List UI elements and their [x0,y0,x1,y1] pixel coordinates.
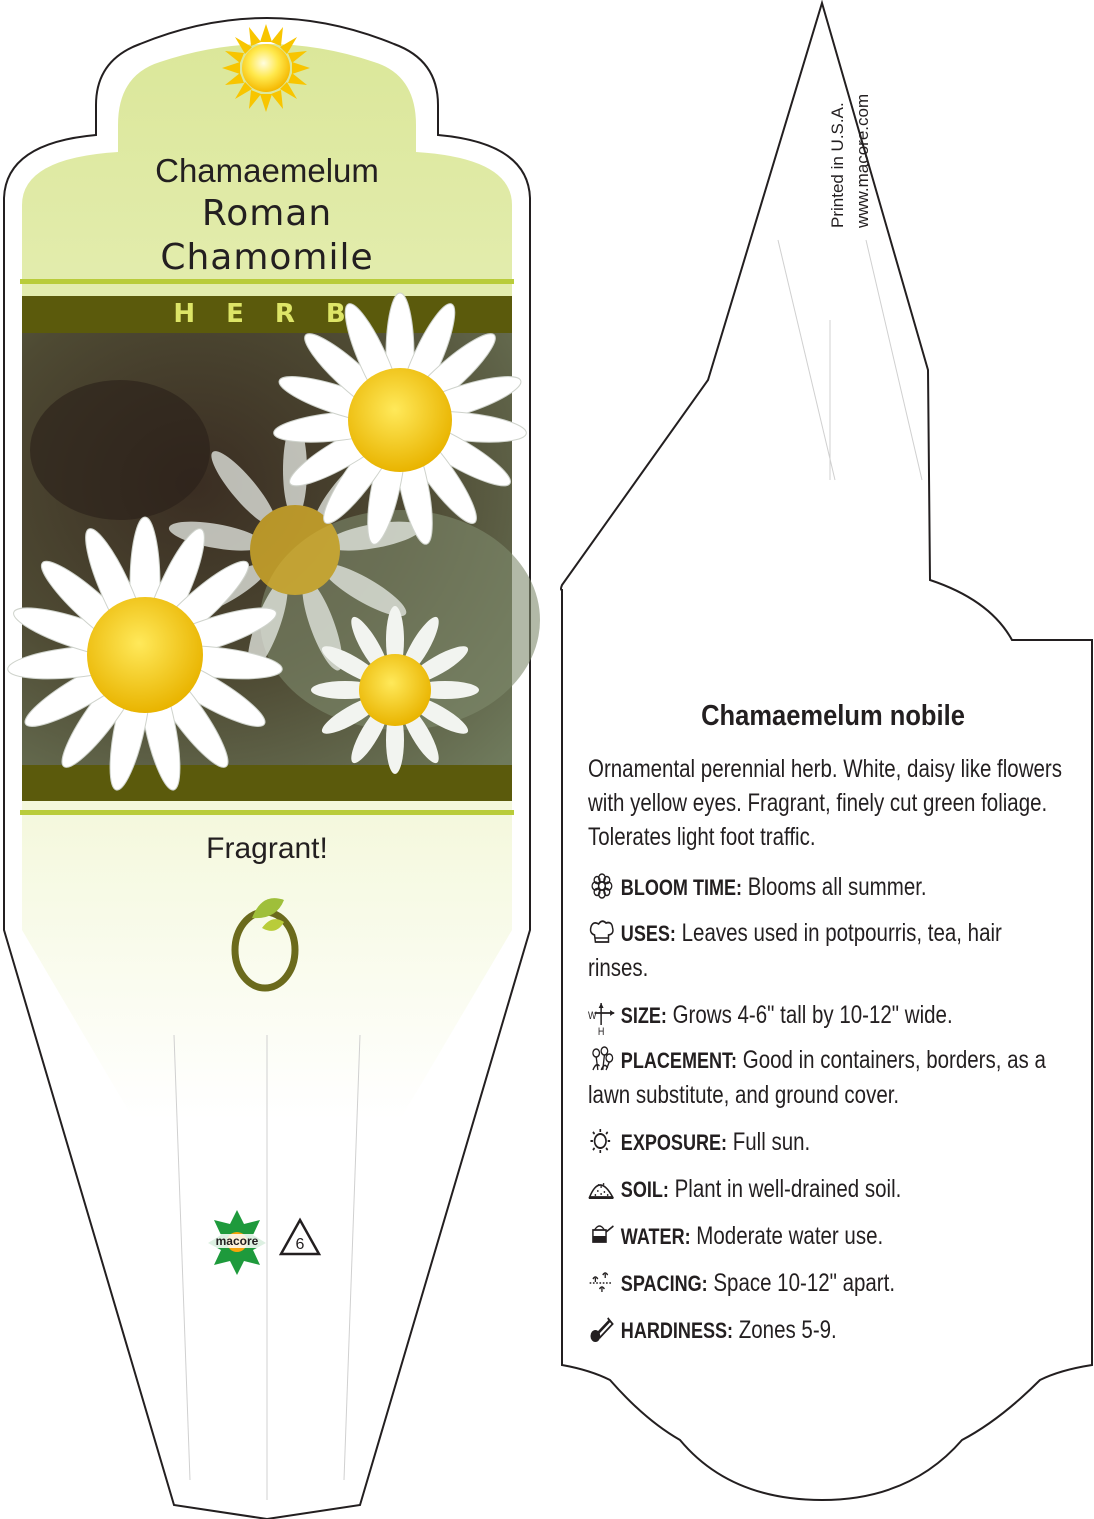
flower-icon [588,873,616,899]
sun-outline-icon [588,1128,616,1154]
water-value: Moderate water use. [690,1222,884,1250]
attribute-hardiness [588,1313,1064,1348]
sun-icon [222,24,310,112]
genus-name: Chamaemelum [155,152,379,189]
attribute-water [588,1219,1064,1254]
chamomile-photo [6,293,540,793]
plant-description: Ornamental perennial herb. White, daisy like flowers with yellow eyes. Fragrant, finely cut green foliage. Tolerates light foot traffic. [588,755,1062,851]
hardiness-value: Zones 5-9. [733,1316,837,1344]
attribute-uses [588,916,1064,986]
soil-label: SOIL: [620,1177,669,1202]
recycle-code: 6 [295,1236,305,1253]
attribute-spacing [588,1266,1064,1301]
exposure-value: Full sun. [727,1128,811,1156]
seedlings-icon [588,1269,616,1295]
category-label: HERB [173,299,377,329]
attribute-size [588,998,1064,1038]
website-label: www.macore.com [853,93,872,228]
thermometer-icon [588,1316,616,1342]
size-icon-h: H [597,1026,605,1038]
scientific-name: Chamaemelum nobile [701,700,965,732]
attribute-placement [588,1043,1064,1113]
common-name-line-2: Chamomile [160,237,374,278]
size-label: SIZE: [620,1003,667,1028]
soil-mound-icon [588,1175,616,1201]
hardiness-label: HARDINESS: [620,1318,734,1343]
size-icon-w: W [588,1010,597,1022]
macore-logo-text: macore [208,1234,266,1248]
uses-label: USES: [620,921,676,946]
spacing-value: Space 10-12" apart. [707,1269,896,1297]
attribute-bloom-time [588,870,1064,905]
placement-value: Good in containers, borders, as a lawn substitute, and ground cover. [588,1046,1046,1109]
macore-logo-label-wrap [208,1210,266,1275]
exposure-label: EXPOSURE: [620,1130,728,1155]
bloom-time-value: Blooms all summer. [742,873,927,901]
attribute-soil [588,1172,1064,1207]
watering-can-icon [588,1222,616,1248]
printed-in-label: Printed in U.S.A. [828,102,847,228]
water-label: WATER: [620,1224,691,1249]
size-arrows-icon [588,1001,616,1038]
chef-hat-icon [588,919,616,945]
spacing-label: SPACING: [620,1271,708,1296]
uses-value: Leaves used in potpourris, tea, hair rinses. [588,919,1002,982]
placement-label: PLACEMENT: [620,1048,738,1073]
size-value: Grows 4-6" tall by 10-12" wide. [666,1001,953,1029]
plants-icon [588,1046,616,1072]
tagline: Fragrant! [206,832,328,865]
common-name-line-1: Roman [201,193,333,234]
soil-value: Plant in well-drained soil. [668,1175,902,1203]
bloom-time-label: BLOOM TIME: [620,875,743,900]
attribute-exposure [588,1125,1064,1160]
